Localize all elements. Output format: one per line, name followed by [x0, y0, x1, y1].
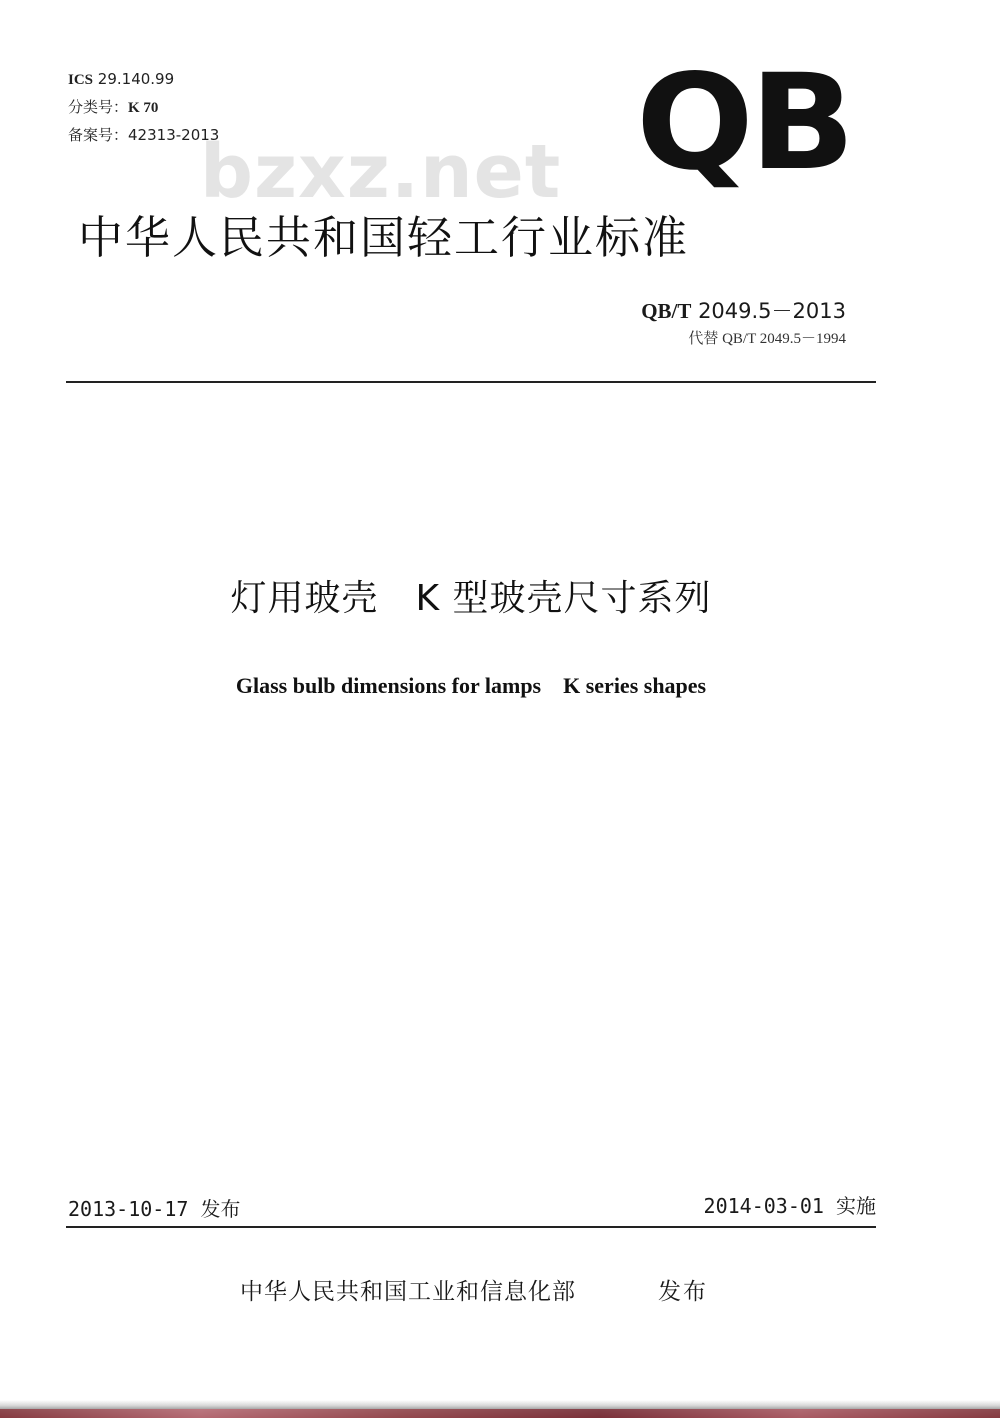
- replaces-standard: 代替 QB/T 2049.5－1994: [688, 331, 846, 347]
- record-value: 42313-2013: [128, 126, 220, 144]
- watermark: bzxz.net: [200, 129, 562, 215]
- standard-number-value: 2049.5－2013: [698, 299, 846, 323]
- implementation-date: [704, 1191, 876, 1221]
- ics-value: 29.140.99: [97, 70, 175, 88]
- standard-number: [641, 296, 846, 326]
- footer-divider: [66, 1226, 876, 1228]
- publisher-name: 中华人民共和国工业和信息化部: [240, 1279, 576, 1305]
- document-title-english: Glass bulb dimensions for lamps K series shapes: [235, 673, 707, 698]
- implementation-date-word: 实施: [836, 1194, 876, 1218]
- issue-date-value: 2013-10-17: [68, 1197, 189, 1221]
- implementation-date-value: 2014-03-01: [703, 1194, 824, 1218]
- issue-date-word: 发布: [200, 1197, 241, 1221]
- standard-number-prefix: QB/T: [641, 299, 692, 323]
- issue-date: [68, 1194, 240, 1224]
- publish-word: 发布: [658, 1279, 708, 1305]
- record-line: [68, 122, 219, 149]
- category-line: [68, 94, 219, 122]
- category-label: 分类号：: [68, 98, 129, 116]
- scan-edge-tint: [0, 1409, 1000, 1418]
- header-divider: [66, 381, 876, 383]
- classification-block: [68, 66, 219, 149]
- ics-line: [68, 66, 219, 94]
- record-label: 备案号：: [68, 126, 129, 144]
- qb-logo: QB: [636, 46, 852, 200]
- standard-type-title: 中华人民共和国轻工行业标准: [78, 211, 690, 264]
- ics-label: ICS: [68, 72, 94, 88]
- document-title-chinese: 灯用玻壳 K 型玻壳尺寸系列: [230, 578, 712, 619]
- category-value: K 70: [128, 100, 159, 116]
